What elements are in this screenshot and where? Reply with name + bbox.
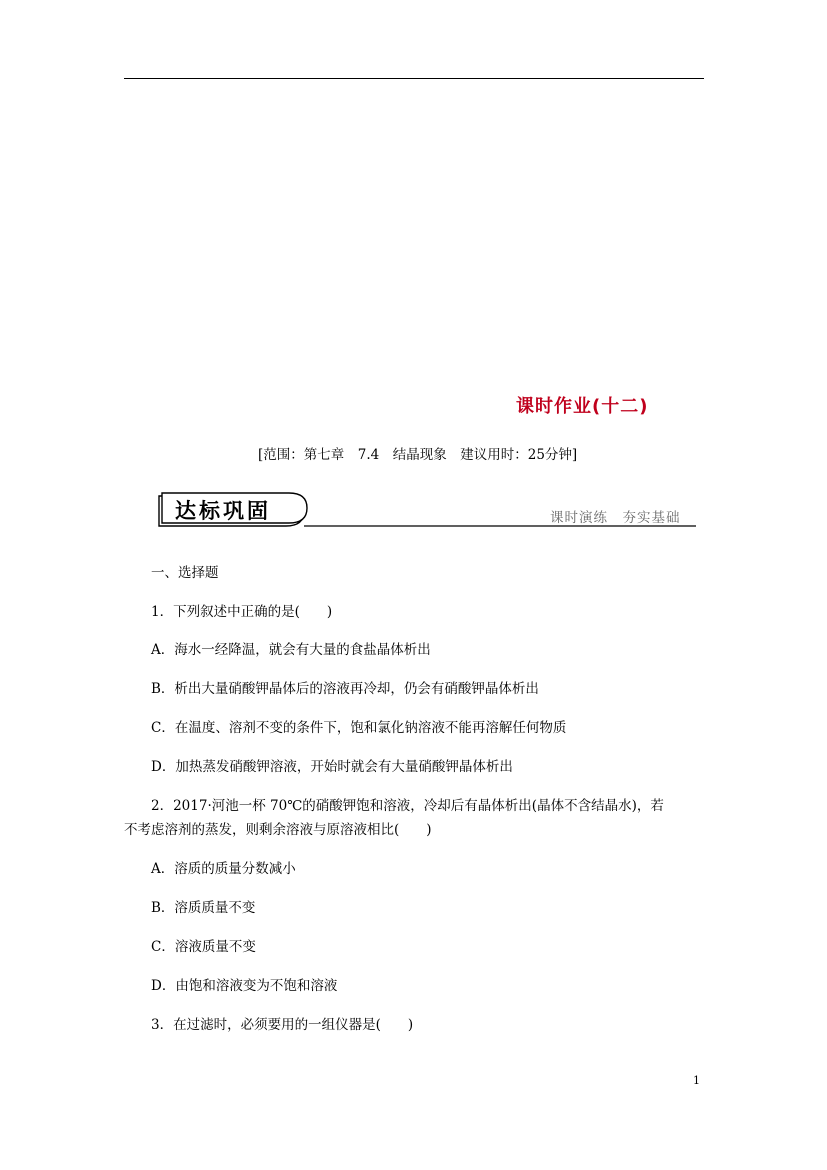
question-2-option-a: A．溶质的质量分数减小	[151, 861, 296, 877]
question-3-stem: 3．在过滤时，必须要用的一组仪器是( )	[151, 1017, 414, 1033]
question-1-option-a: A．海水一经降温，就会有大量的食盐晶体析出	[151, 642, 431, 658]
question-1-stem: 1．下列叙述中正确的是( )	[151, 604, 333, 620]
question-2-stem-line-1: 2．2017·河池一杯 70℃的硝酸钾饱和溶液，冷却后有晶体析出(晶体不含结晶水)，若	[151, 798, 664, 814]
question-2-option-b: B．溶质质量不变	[151, 900, 256, 916]
section-heading: 一、选择题	[151, 565, 219, 581]
question-1-option-b: B．析出大量硝酸钾晶体后的溶液再冷却，仍会有硝酸钾晶体析出	[151, 681, 539, 697]
question-1-option-c: C．在温度、溶剂不变的条件下，饱和氯化钠溶液不能再溶解任何物质	[151, 720, 567, 736]
banner-label: 达标巩固	[175, 499, 271, 523]
banner-right-text: 课时演练 夯实基础	[550, 510, 681, 526]
header-rule	[124, 78, 704, 79]
question-2-stem-line-2: 不考虑溶剂的蒸发，则剩余溶液与原溶液相比( )	[124, 822, 432, 838]
section-banner	[158, 492, 698, 528]
question-2-option-d: D．由饱和溶液变为不饱和溶液	[151, 978, 338, 994]
scope-line: [范围：第七章 7.4 结晶现象 建议用时：25分钟]	[258, 447, 578, 463]
page-number: 1	[693, 1074, 700, 1087]
question-1-option-d: D．加热蒸发硝酸钾溶液，开始时就会有大量硝酸钾晶体析出	[151, 759, 513, 775]
question-2-option-c: C．溶液质量不变	[151, 939, 256, 955]
page-title: 课时作业(十二)	[516, 396, 649, 417]
